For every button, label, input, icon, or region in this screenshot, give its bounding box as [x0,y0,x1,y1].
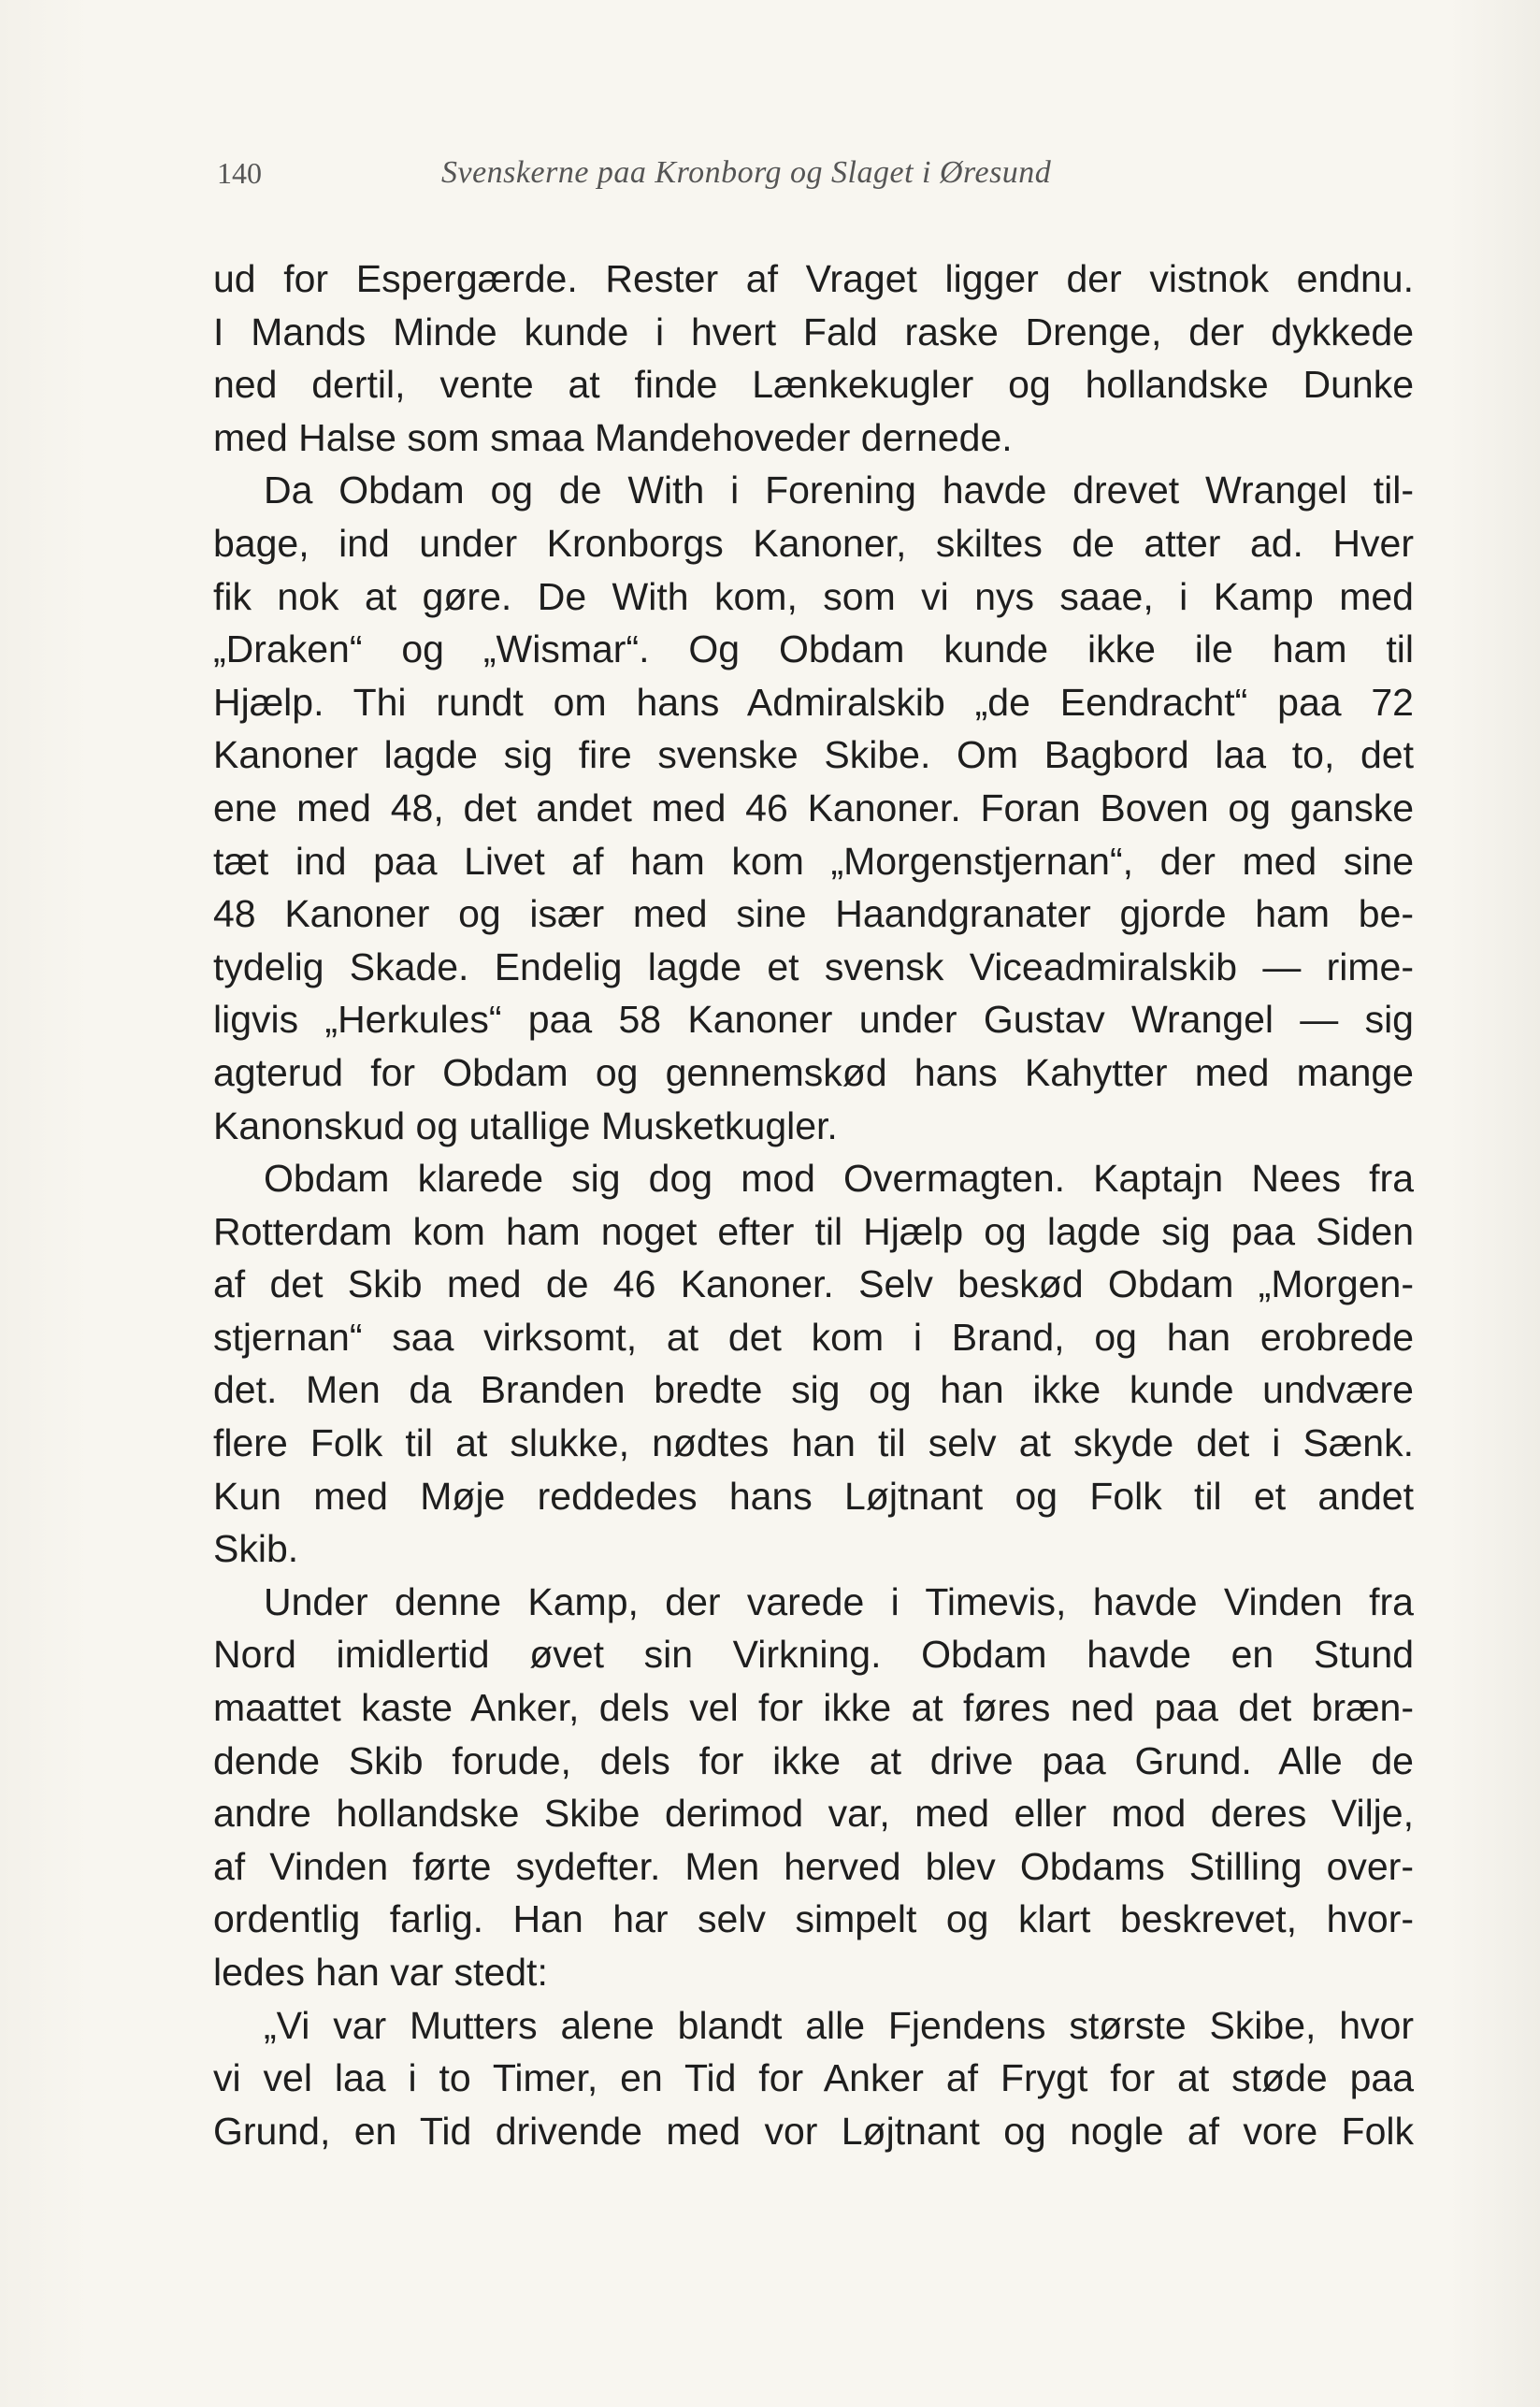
paragraph [213,1999,1414,2158]
text-line: 48 Kanoner og især med sine Haandgranater gjorde ham be- [213,892,1414,936]
text-line: „Draken“ og „Wismar“. Og Obdam kunde ikke ile ham til [213,627,1414,671]
text-line: Hjælp. Thi rundt om hans Admiralskib „de Eendracht“ paa 72 [213,680,1414,724]
text-line: ligvis „Herkules“ paa 58 Kanoner under Gustav Wrangel — sig [213,998,1414,1042]
text-line: med Halse som smaa Mandehoveder dernede. [213,415,1013,459]
text-line: maattet kaste Anker, dels vel for ikke at føres ned paa det bræn- [213,1686,1414,1730]
text-line: ledes han var stedt: [213,1951,548,1994]
text-line: Kanonskud og utallige Musketkugler. [213,1103,838,1147]
text-line: vi vel laa i to Timer, en Tid for Anker af Frygt for at støde paa [213,2056,1414,2100]
text-line: Grund, en Tid drivende med vor Løjtnant og nogle af vore Folk [213,2109,1414,2153]
text-line: tæt ind paa Livet af ham kom „Morgenstjernan“, der med sine [213,839,1414,883]
text-line: Da Obdam og de With i Forening havde drevet Wrangel til- [264,468,1414,512]
text-line: Skib. [213,1527,299,1571]
text-line: fik nok at gøre. De With kom, som vi nys saae, i Kamp med [213,574,1414,618]
page-header [217,150,1414,196]
text-line: Obdam klarede sig dog mod Overmagten. Kaptajn Nees fra [264,1157,1414,1201]
text-line: „Vi var Mutters alene blandt alle Fjendens største Skibe, hvor [264,2003,1414,2047]
text-line: Kun med Møje reddedes hans Løjtnant og Folk til et andet [213,1474,1414,1518]
text-line: dende Skib forude, dels for ikke at drive paa Grund. Alle de [213,1738,1414,1782]
paragraph [213,252,1414,464]
text-line: Nord imidlertid øvet sin Virkning. Obdam havde en Stund [213,1633,1414,1677]
text-line: I Mands Minde kunde i hvert Fald raske Drenge, der dykkede [213,310,1414,353]
page-number: 140 [217,156,262,190]
text-line: Kanoner lagde sig fire svenske Skibe. Om Bagbord laa to, det [213,733,1414,777]
text-line: bage, ind under Kronborgs Kanoner, skiltes de atter ad. Hver [213,521,1414,565]
text-line: ordentlig farlig. Han har selv simpelt og klart beskrevet, hvor- [213,1897,1414,1941]
text-line: af Vinden førte sydefter. Men herved blev Obdams Stilling over- [213,1844,1414,1888]
paragraph [213,1152,1414,1576]
paragraph [213,1576,1414,1999]
text-line: Rotterdam kom ham noget efter til Hjælp og lagde sig paa Siden [213,1209,1414,1253]
text-line: ned dertil, vente at finde Lænkekugler og hollandske Dunke [213,363,1414,407]
text-line: agterud for Obdam og gennemskød hans Kahytter med mange [213,1050,1414,1094]
paragraph [213,464,1414,1152]
text-line: flere Folk til at slukke, nødtes han til selv at skyde det i Sænk. [213,1421,1414,1465]
text-line: af det Skib med de 46 Kanoner. Selv beskød Obdam „Morgen- [213,1262,1414,1306]
text-line: Under denne Kamp, der varede i Timevis, havde Vinden fra [264,1579,1414,1623]
text-line: det. Men da Branden bredte sig og han ikke kunde undvære [213,1368,1414,1412]
text-line: andre hollandske Skibe derimod var, med eller mod deres Vilje, [213,1792,1414,1836]
text-line: ene med 48, det andet med 46 Kanoner. Foran Boven og ganske [213,786,1414,829]
text-line: tydelig Skade. Endelig lagde et svensk Viceadmiralskib — rime- [213,944,1414,988]
body-text [213,252,1414,2157]
text-line: ud for Espergærde. Rester af Vraget ligger der vistnok endnu. [213,257,1414,300]
text-line: stjernan“ saa virksomt, at det kom i Brand, og han erobrede [213,1315,1414,1359]
running-title: Svenskerne paa Kronborg og Slaget i Øresund [441,155,1052,190]
